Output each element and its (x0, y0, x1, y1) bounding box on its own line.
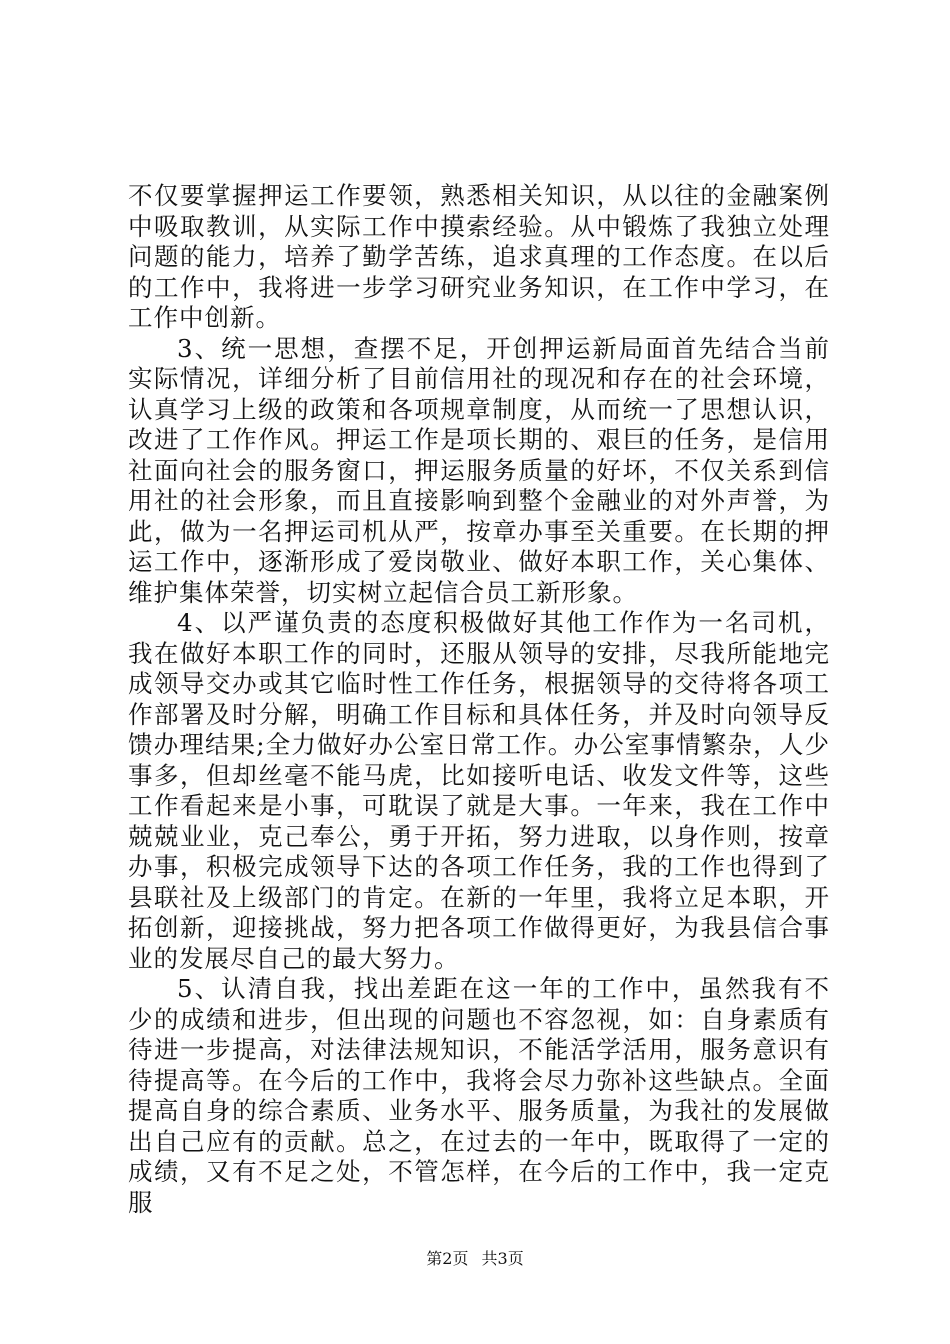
paragraph-item-5: 5、认清自我，找出差距在这一年的工作中，虽然我有不少的成绩和进步，但出现的问题也不容忽视，如：自身素质有待进一步提高，对法律法规知识，不能活学活用，服务意识有待提高等。在今后的工作中，我将会尽力弥补这些缺点。全面提高自身的综合素质、业务水平、服务质量，为我社的发展做出自己应有的贡献。总之，在过去的一年中，既取得了一定的成绩，又有不足之处，不管怎样，在今后的工作中，我一定克服 (128, 974, 830, 1217)
page-number: 第2页 (426, 1249, 469, 1268)
page-total: 共3页 (481, 1249, 524, 1268)
paragraph-item-4: 4、以严谨负责的态度积极做好其他工作作为一名司机，我在做好本职工作的同时，还服从领导的安排，尽我所能地完成领导交办或其它临时性工作任务，根据领导的交待将各项工作部署及时分解，明确工作目标和具体任务，并及时向领导反馈办理结果;全力做好办公室日常工作。办公室事情繁杂，人少事多，但却丝毫不能马虎，比如接听电话、收发文件等，这些工作看起来是小事，可耽误了就是大事。一年来，我在工作中兢兢业业，克己奉公，勇于开拓，努力进取，以身作则，按章办事，积极完成领导下达的各项工作任务，我的工作也得到了县联社及上级部门的肯定。在新的一年里，我将立足本职，开拓创新，迎接挑战，努力把各项工作做得更好，为我县信合事业的发展尽自己的最大努力。 (128, 608, 830, 973)
document-body (128, 181, 830, 1218)
paragraph-continuation: 不仅要掌握押运工作要领，熟悉相关知识，从以往的金融案例中吸取教训，从实际工作中摸索经验。从中锻炼了我独立处理问题的能力，培养了勤学苦练，追求真理的工作态度。在以后的工作中，我将进一步学习研究业务知识，在工作中学习，在工作中创新。 (128, 181, 830, 332)
paragraph-item-3: 3、统一思想，查摆不足，开创押运新局面首先结合当前实际情况，详细分析了目前信用社的现况和存在的社会环境，认真学习上级的政策和各项规章制度，从而统一了思想认识，改进了工作作风。押运工作是项长期的、艰巨的任务，是信用社面向社会的服务窗口，押运服务质量的好坏，不仅关系到信用社的社会形象，而且直接影响到整个金融业的对外声誉，为此，做为一名押运司机从严，按章办事至关重要。在长期的押运工作中，逐渐形成了爱岗敬业、做好本职工作，关心集体、维护集体荣誉，切实树立起信合员工新形象。 (128, 333, 830, 607)
page-footer (0, 1246, 950, 1269)
